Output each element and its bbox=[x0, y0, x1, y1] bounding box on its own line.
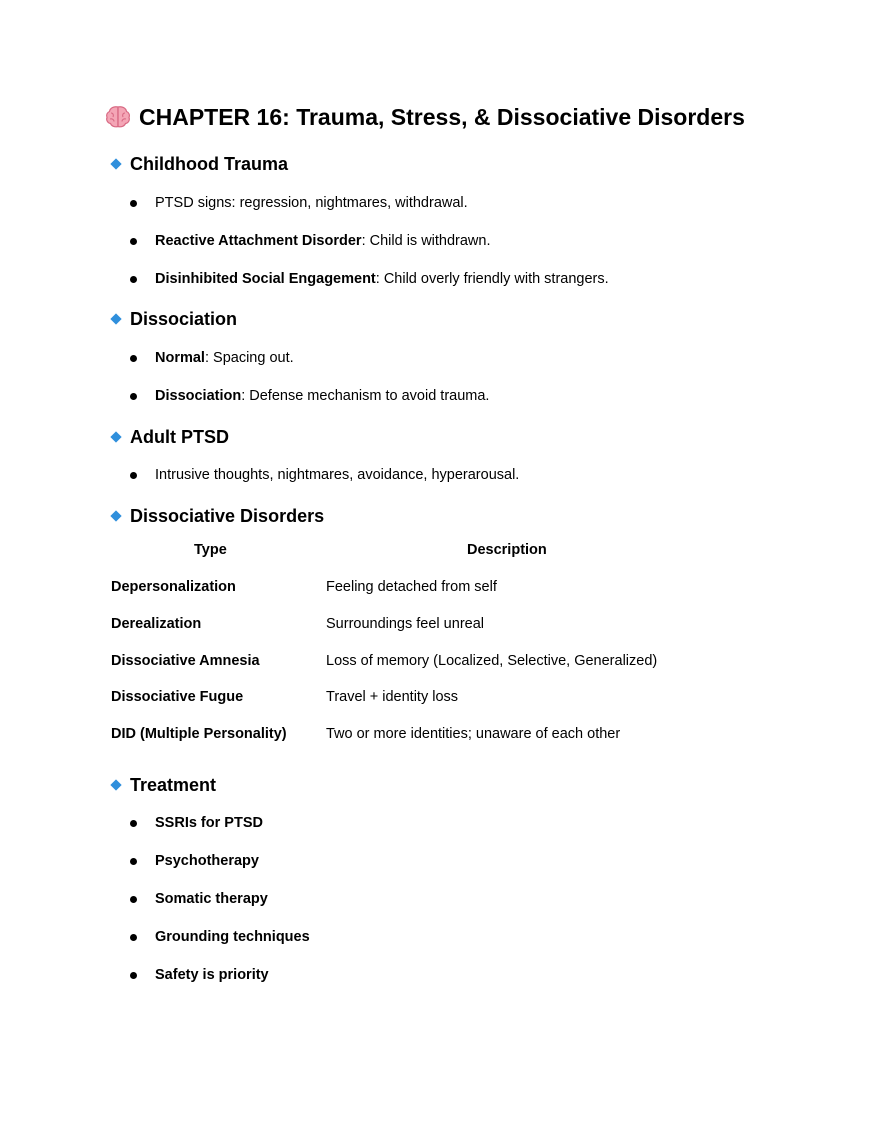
section-heading-treatment bbox=[110, 773, 216, 797]
table-header-type: Type bbox=[194, 542, 227, 558]
list-item-text: : Defense mechanism to avoid trauma. bbox=[241, 388, 490, 404]
list-item bbox=[130, 386, 489, 406]
list-item-text: : Spacing out. bbox=[204, 350, 294, 366]
section-heading-text: Dissociative Disorders bbox=[130, 506, 325, 526]
list-item-term: Reactive Attachment Disorder bbox=[155, 233, 362, 249]
bullet-dot-icon bbox=[130, 355, 137, 362]
table-row bbox=[111, 724, 751, 744]
bullet-dot-icon bbox=[130, 238, 137, 245]
list-item bbox=[130, 269, 609, 289]
list-item bbox=[130, 927, 310, 947]
bullet-dot-icon bbox=[130, 276, 137, 283]
list-item-text: : Child is withdrawn. bbox=[361, 233, 491, 249]
table-cell-description: Surroundings feel unreal bbox=[326, 616, 484, 632]
blue-diamond-icon bbox=[110, 158, 121, 169]
list-item-term: Somatic therapy bbox=[155, 891, 268, 907]
list-item-text: PTSD signs: regression, nightmares, withdrawal. bbox=[155, 195, 468, 211]
section-heading-text: Dissociation bbox=[130, 309, 238, 329]
table-header-description: Description bbox=[467, 542, 547, 558]
table-row bbox=[111, 577, 751, 597]
brain-icon bbox=[104, 103, 132, 131]
table-cell-type: Dissociative Fugue bbox=[111, 689, 244, 705]
table-cell-description: Travel + identity loss bbox=[326, 689, 459, 705]
table-cell-type: Dissociative Amnesia bbox=[111, 653, 260, 669]
list-item-term: SSRIs for PTSD bbox=[155, 815, 263, 831]
table-cell-type: Derealization bbox=[111, 616, 202, 632]
list-item-term: Grounding techniques bbox=[155, 929, 310, 945]
section-heading-adult-ptsd bbox=[110, 425, 229, 449]
section-heading-text: Childhood Trauma bbox=[130, 154, 289, 174]
list-item-text: : Child overly friendly with strangers. bbox=[375, 271, 609, 287]
blue-diamond-icon bbox=[110, 431, 121, 442]
section-heading-dissociation bbox=[110, 307, 237, 331]
bullet-dot-icon bbox=[130, 393, 137, 400]
table-cell-description: Feeling detached from self bbox=[326, 579, 497, 595]
table-cell-description: Two or more identities; unaware of each other bbox=[326, 726, 621, 742]
bullet-dot-icon bbox=[130, 972, 137, 979]
list-item bbox=[130, 889, 268, 909]
bullet-dot-icon bbox=[130, 858, 137, 865]
page-title bbox=[104, 101, 745, 133]
list-item-term: Safety is priority bbox=[155, 967, 269, 983]
bullet-dot-icon bbox=[130, 896, 137, 903]
list-item-text: Intrusive thoughts, nightmares, avoidance, hyperarousal. bbox=[155, 467, 520, 483]
list-item bbox=[130, 465, 519, 485]
blue-diamond-icon bbox=[110, 510, 121, 521]
bullet-dot-icon bbox=[130, 200, 137, 207]
list-item bbox=[130, 965, 269, 985]
table-row bbox=[111, 614, 751, 634]
section-heading-childhood-trauma bbox=[110, 152, 288, 176]
table-row bbox=[111, 651, 751, 671]
list-item-term: Dissociation bbox=[155, 388, 242, 404]
list-item bbox=[130, 193, 468, 213]
bullet-dot-icon bbox=[130, 820, 137, 827]
section-heading-text: Treatment bbox=[130, 775, 217, 795]
list-item bbox=[130, 813, 263, 833]
list-item-term: Disinhibited Social Engagement bbox=[155, 271, 376, 287]
blue-diamond-icon bbox=[110, 779, 121, 790]
section-heading-text: Adult PTSD bbox=[130, 427, 229, 447]
table-row bbox=[111, 687, 751, 707]
blue-diamond-icon bbox=[110, 313, 121, 324]
list-item-term: Psychotherapy bbox=[155, 853, 259, 869]
list-item bbox=[130, 348, 294, 368]
page-title-text: CHAPTER 16: Trauma, Stress, & Dissociative Disorders bbox=[139, 104, 745, 130]
list-item-term: Normal bbox=[155, 350, 205, 366]
bullet-dot-icon bbox=[130, 472, 137, 479]
list-item bbox=[130, 231, 491, 251]
table-cell-type: DID (Multiple Personality) bbox=[111, 726, 287, 742]
table-cell-description: Loss of memory (Localized, Selective, Generalized) bbox=[326, 653, 658, 669]
section-heading-dissociative-disorders bbox=[110, 504, 324, 528]
list-item bbox=[130, 851, 259, 871]
table-cell-type: Depersonalization bbox=[111, 579, 236, 595]
bullet-dot-icon bbox=[130, 934, 137, 941]
